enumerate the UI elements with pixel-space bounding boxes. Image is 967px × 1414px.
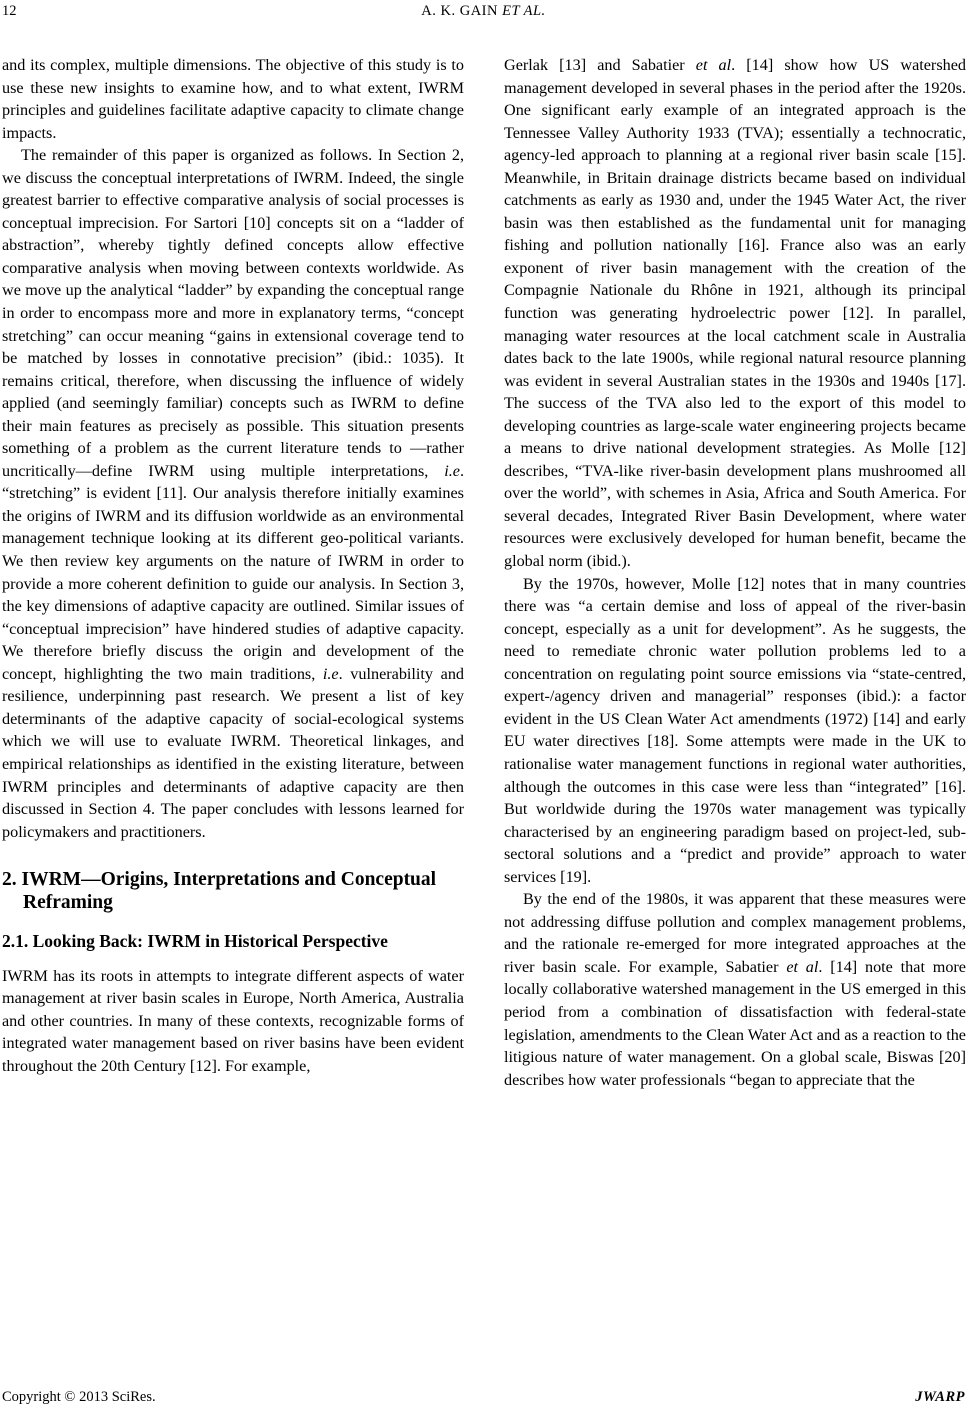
text-run: . vulnerability and resilience, underpinning past research. We present a list of key determinants of the adaptive capacity of social-ecological systems which we will use to evaluate IWRM. Theoretical linkages, and empirical relationships as identified in the existing literature, between IWRM principles and determinants of adaptive capacity are then discussed in Section 4. The paper concludes with lessons learned for policymakers and practitioners. [2, 664, 465, 841]
section-title: 2. IWRM—Origins, Interpretations and Conceptual Reframing [2, 869, 437, 914]
running-head-authors: A. K. GAIN [421, 3, 498, 19]
text-run: Gerlak [13] and Sabatier [504, 56, 696, 74]
text-run: The remainder of this paper is organized as follows. In Section 2, we discuss the conceptual interpretations of IWRM. Indeed, the single greatest barrier to effective comparative analysis of social processes is conceptual imprecision. For Sartori [10] concepts sit on a “ladder of abstraction”, whereby tightly defined concepts allow effective comparative analysis when moving between contexts worldwide. As we move up the analytical “ladder” by expanding the conceptual range in order to encompass more and more in explanatory terms, “concept stretching” can occur meaning “gains in extensional coverage tend to be matched by losses in connotative precision” (ibid.: 1035). It remains critical, therefore, when discussing the influence of widely applied (and seemingly familiar) concepts such as IWRM to define their main features as precisely as possible. This situation presents something of a problem as the current literature tends to —rather uncritically—define IWRM using multiple interpretations, [2, 146, 464, 480]
text-run: . [14] note that more locally collaborative watershed management in the US emerged in this period from a combination of dissatisfaction with federal-state legislation, amendments to the Clean Water Act and as a reaction to the litigious nature of water management. On a global scale, Biswas [20] describes how water professionals “began to appreciate that the [504, 957, 966, 1089]
page-footer [0, 1389, 967, 1409]
text-run-italic: i.e [444, 461, 460, 480]
copyright-notice: Copyright © 2013 SciRes. [2, 1389, 156, 1405]
left-column [2, 54, 464, 1077]
text-run-italic: et al [695, 56, 732, 74]
text-run-italic: et al [786, 957, 819, 976]
paragraph [504, 888, 966, 1091]
text-run: By the end of the 1980s, it was apparent that these measures were not addressing diffuse pollution and complex management problems, and the rationale re-emerged for more integrated approaches at the river basin scale. For example, Sabatier [504, 890, 966, 976]
page-number: 12 [2, 3, 17, 19]
subsection-title: 2.1. Looking Back: IWRM in Historical Perspective [2, 931, 388, 952]
paragraph [2, 144, 464, 843]
page-header [0, 0, 967, 30]
text-run-italic: i.e [322, 664, 339, 683]
paragraph [504, 54, 966, 573]
running-head-et-al: ET AL. [502, 3, 546, 19]
text-run: . “stretching” is evident [11]. Our analysis therefore initially examines the origins of IWRM and its diffusion worldwide as an environmental management technique looking at its different geo-political variants. We then review key arguments on the nature of IWRM in order to provide a more coherent definition to guide our analysis. In Section 3, the key dimensions of adaptive capacity are outlined. Similar issues of “conceptual imprecision” have hindered studies of adaptive capacity. We therefore briefly discuss the origin and development of the concept, highlighting the two main traditions, [2, 461, 464, 683]
running-head [0, 3, 967, 20]
paragraph: IWRM has its roots in attempts to integrate different aspects of water management at river basin scales in Europe, North America, Australia and other countries. In many of these contexts, recognizable forms of integrated water management based on river basins have been evident throughout the 20th Century [12]. For example, [2, 966, 464, 1075]
paragraph: By the 1970s, however, Molle [12] notes that in many countries there was “a certain demise and loss of appeal of the river-basin concept, especially as a unit for development”. As he suggests, the need to remediate chronic water pollution problems led to a concentration on regulating point source emissions via “state-centred, expert-/agency driven and managerial” responses (ibid.): a factor evident in the US Clean Water Act amendments (1972) [14] and early EU water directives [18]. Some attempts were made in the UK to rationalise water management functions in regional water authorities, although the outcomes in this case were less than “integrated” [16]. But worldwide during the 1970s water management was typically characterised by an engineering paradigm based on project-led, sub-sectoral solutions and a “predict and provide” approach to water services [19]. [504, 574, 966, 886]
right-column [504, 54, 966, 1091]
paragraph: and its complex, multiple dimensions. The objective of this study is to use these new insights to examine how, and to what extent, IWRM principles and guidelines facilitate adaptive capacity to climate change impacts. [2, 56, 464, 142]
text-run: . [14] show how US watershed management developed in several phases in the period after the 1920s. One significant early example of an integrated approach is the Tennessee Valley Authority 1933 (TVA); essentially a technocratic, agency-led approach to planning at a regional river basin scale [15]. Meanwhile, in Britain drainage districts became based on individual catchments as early as 1930 and, under the 1945 Water Act, the river basin was then established as the fundamental unit for managing fishing and pollution nationally [16]. France also was an early exponent of river basin management with the creation of the Compagnie Nationale du Rhône in 1921, although its principal function was generating hydroelectric power [12]. In parallel, managing water resources at the local catchment scale in Australia dates back to the late 1900s, while regional natural resource planning was evident in several Australian states in the 1930s and 1940s [17]. The success of the TVA also led to the export of this model to developing countries as large-scale water engineering projects became a means to drive national development strategies. As Molle [12] describes, “TVA-like river-basin development plans mushroomed all over the world”, with schemes in Asia, Africa and South America. For several decades, Integrated River Basin Development, where water resources were exclusively developed for human benefit, became the global norm (ibid.). [504, 56, 966, 571]
journal-name: JWARP [915, 1389, 965, 1405]
